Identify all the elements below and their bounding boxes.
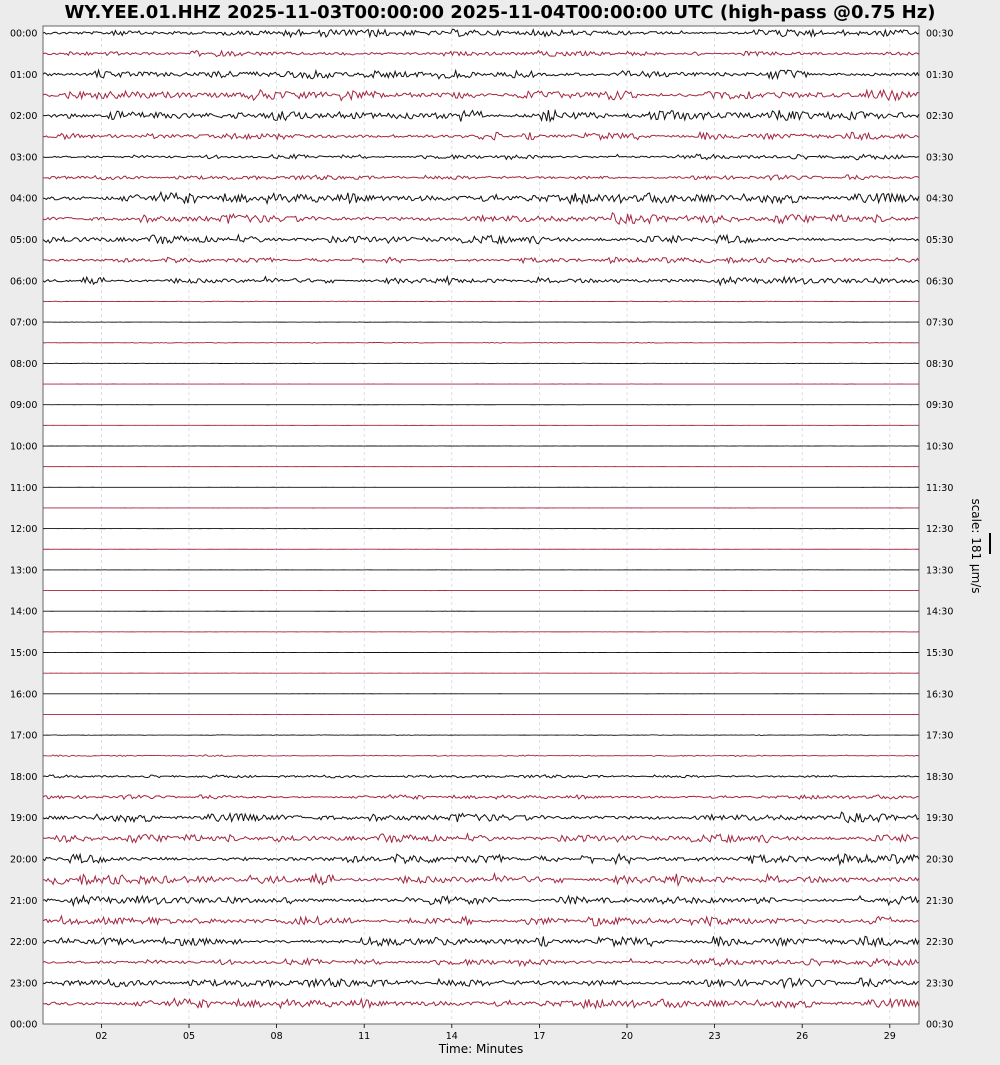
y-tick-label-right: 01:30	[926, 69, 954, 81]
y-tick-label-left: 17:00	[10, 730, 38, 742]
y-tick-label-right: 18:30	[926, 771, 954, 783]
y-tick-label-right: 03:30	[926, 152, 954, 164]
y-tick-label-right: 19:30	[926, 813, 954, 825]
y-tick-label-left: 01:00	[10, 69, 38, 81]
y-tick-label-right: 23:30	[926, 978, 954, 990]
y-tick-label-left: 16:00	[10, 689, 38, 701]
y-tick-label-right: 05:30	[926, 235, 954, 246]
y-tick-label-right: 07:30	[926, 317, 954, 329]
x-tick-label: 26	[796, 1031, 809, 1042]
y-tick-label-left: 03:00	[10, 152, 38, 164]
x-axis-label-text: Time: Minutes	[438, 1042, 524, 1056]
y-tick-label-right: 08:30	[926, 358, 954, 370]
y-tick-label-left: 23:00	[10, 978, 38, 990]
x-tick-label: 05	[182, 1031, 196, 1042]
y-tick-label-right: 10:30	[926, 441, 954, 453]
y-tick-label-left: 04:00	[10, 193, 38, 205]
y-tick-labels-right	[926, 29, 953, 1031]
x-tick-label: 17	[533, 1031, 546, 1042]
y-tick-labels-left	[10, 29, 37, 1031]
y-tick-label-right: 06:30	[926, 276, 954, 288]
y-tick-label-left: 00:00	[10, 28, 38, 40]
x-tick-label: 14	[445, 1031, 458, 1042]
y-tick-label-left: 08:00	[10, 358, 38, 370]
y-tick-label-left: 12:00	[10, 524, 38, 536]
y-tick-label-right: 13:30	[926, 565, 954, 577]
y-tick-label-right: 11:30	[926, 482, 954, 494]
y-tick-label-left: 19:00	[10, 813, 38, 825]
y-tick-label-right: 15:30	[926, 648, 954, 659]
y-tick-label-left: 07:00	[10, 317, 38, 329]
y-tick-label-left: 13:00	[10, 565, 38, 577]
y-tick-label-left: 22:00	[10, 937, 38, 949]
x-tick-label: 23	[708, 1031, 721, 1042]
x-tick-labels	[95, 1024, 895, 1042]
plot-area	[43, 26, 919, 1024]
y-tick-label-right: 21:30	[926, 895, 954, 907]
y-tick-label-left: 06:00	[10, 276, 38, 288]
x-tick-label: 29	[883, 1031, 896, 1042]
y-tick-label-left: 15:00	[10, 648, 38, 659]
y-tick-label-right: 02:30	[926, 111, 954, 123]
y-tick-label-left: 09:00	[10, 400, 38, 412]
y-tick-label-left: 00:00	[10, 1019, 38, 1031]
x-tick-label: 11	[358, 1031, 371, 1042]
y-tick-label-left: 10:00	[10, 441, 38, 453]
trace-line	[43, 342, 919, 343]
y-tick-label-left: 18:00	[10, 771, 38, 783]
y-tick-label-left: 02:00	[10, 111, 38, 123]
y-tick-label-right: 00:30	[926, 28, 954, 40]
y-tick-label-right: 00:30	[926, 1019, 954, 1031]
y-tick-label-right: 22:30	[926, 937, 954, 949]
x-tick-label: 08	[270, 1031, 283, 1042]
y-tick-label-right: 14:30	[926, 606, 954, 618]
x-tick-label: 20	[620, 1031, 634, 1042]
y-tick-label-left: 20:00	[10, 854, 38, 866]
y-tick-label-right: 04:30	[926, 193, 954, 205]
y-tick-label-left: 21:00	[10, 895, 38, 907]
y-tick-label-left: 11:00	[10, 482, 38, 494]
y-tick-label-right: 12:30	[926, 524, 954, 536]
y-tick-label-left: 14:00	[10, 606, 38, 618]
chart-title: WY.YEE.01.HHZ 2025-11-03T00:00:00 2025-11-04T00:00:00 UTC (high-pass @0.75 Hz)	[64, 2, 936, 23]
trace-line	[43, 735, 919, 736]
y-tick-label-right: 20:30	[926, 854, 954, 866]
x-tick-label: 02	[95, 1031, 108, 1042]
y-tick-label-right: 16:30	[926, 689, 954, 701]
y-tick-label-right: 09:30	[926, 400, 954, 412]
scale-text: scale: 181 µm/s	[969, 498, 983, 594]
y-tick-label-left: 05:00	[10, 235, 38, 246]
y-tick-label-right: 17:30	[926, 730, 954, 742]
